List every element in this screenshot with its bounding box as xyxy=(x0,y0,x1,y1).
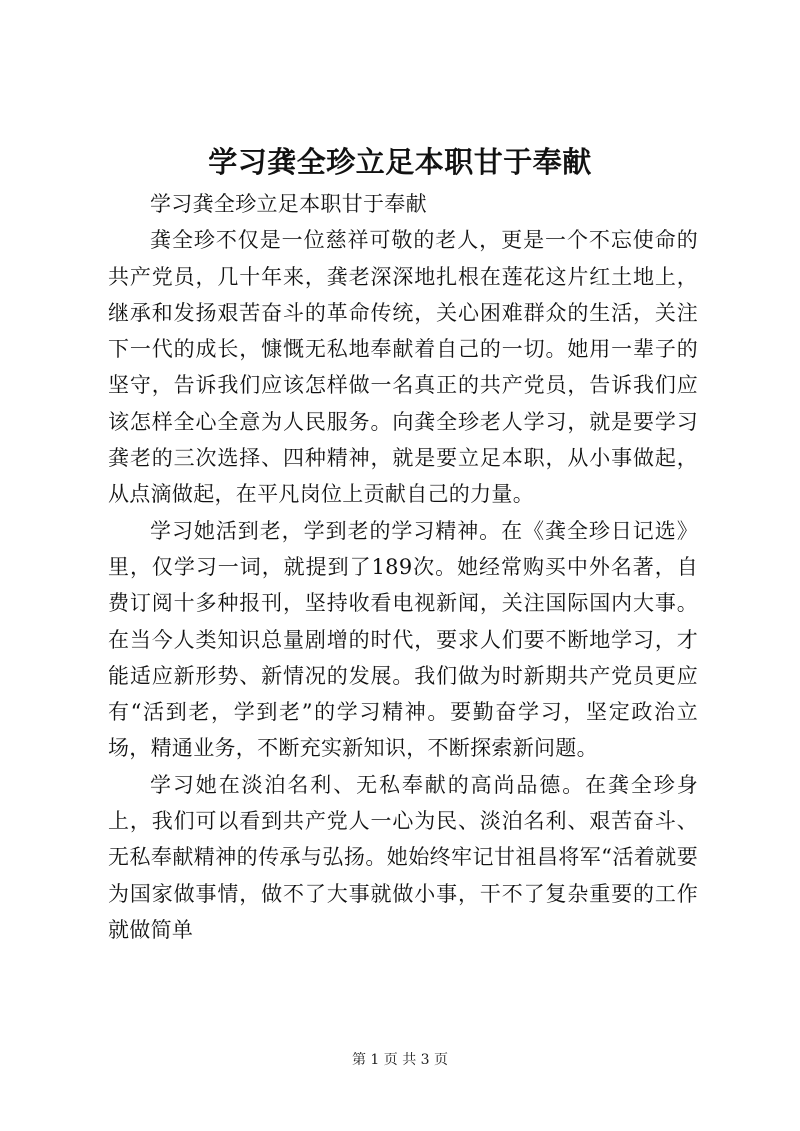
paragraph: 龚全珍不仅是一位慈祥可敬的老人，更是一个不忘使命的共产党员，几十年来，龚老深深地扎根在莲花这片红土地上，继承和发扬艰苦奋斗的革命传统，关心困难群众的生活，关注下一代的成长，慷慨无私地奉献着自己的一切。她用一辈子的坚守，告诉我们应该怎样做一名真正的共产党员，告诉我们应该怎样全心全意为人民服务。向龚全珍老人学习，就是要学习龚老的三次选择、四种精神，就是要立足本职，从小事做起，从点滴做起，在平凡岗位上贡献自己的力量。 xyxy=(108,228,698,507)
paragraph: 学习她活到老，学到老的学习精神。在《龚全珍日记选》里，仅学习一词，就提到了189次。她经常购买中外名著，自费订阅十多种报刊，坚持收看电视新闻，关注国际国内大事。在当今人类知识总量剧增的时代，要求人们要不断地学习，才能适应新形势、新情况的发展。我们做为时新期共产党员更应有“活到老，学到老”的学习精神。要勤奋学习，坚定政治立场，精通业务，不断充实新知识，不断探索新问题。 xyxy=(108,518,698,761)
document-title: 学习龚全珍立足本职甘于奉献 xyxy=(208,145,592,179)
paragraph: 学习她在淡泊名利、无私奉献的高尚品德。在龚全珍身上，我们可以看到共产党人一心为民、淡泊名利、艰苦奋斗、无私奉献精神的传承与弘扬。她始终牢记甘祖昌将军“活着就要为国家做事情，做不了大事就做小事，干不了复杂重要的工作就做简单 xyxy=(108,772,698,942)
page-footer: 第 1 页 共 3 页 xyxy=(351,1052,449,1068)
document-body xyxy=(108,186,698,948)
document-subtitle: 学习龚全珍立足本职甘于奉献 xyxy=(150,192,427,216)
